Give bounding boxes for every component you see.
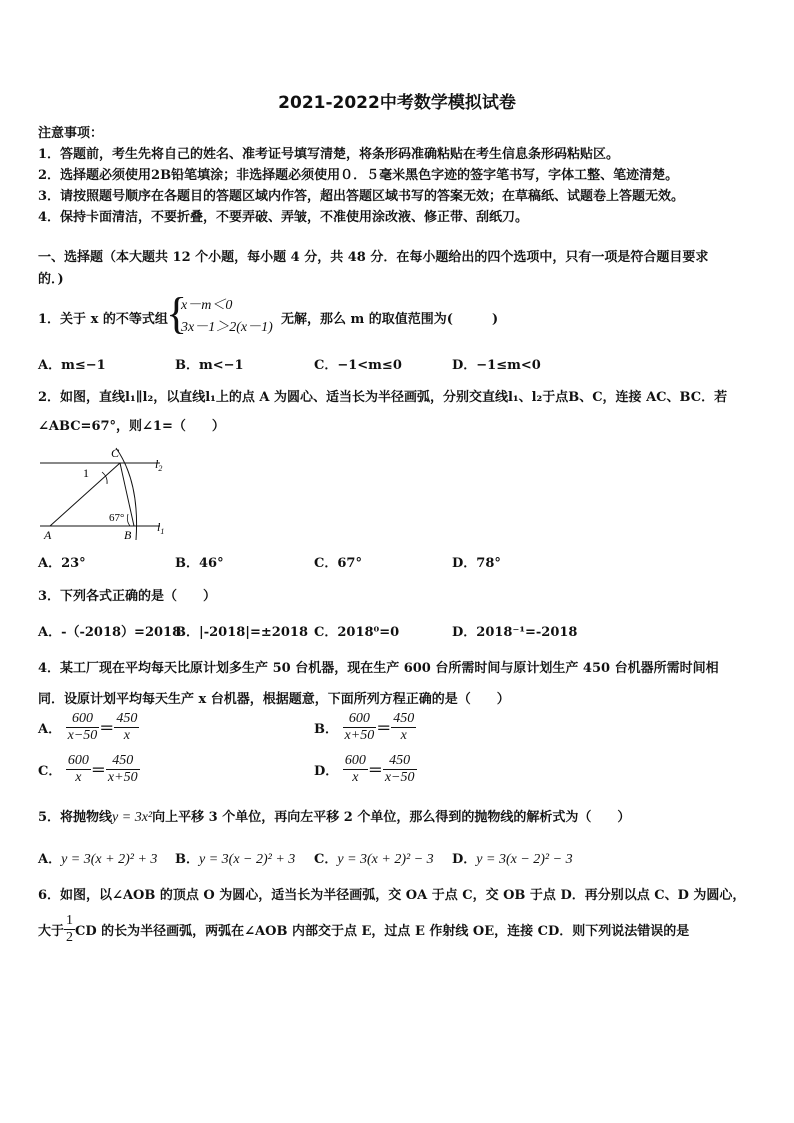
label-b: B (124, 528, 132, 542)
q1-option-a: A．m≤−1 (38, 358, 106, 373)
q2-stem-line2: ∠ABC=67°，则∠1=（ ） (38, 419, 225, 434)
q4-stem-line1: 4．某工厂现在平均每天比原计划多生产 50 台机器，现在生产 600 台所需时间与原计划生产 450 台机器所需时间相 (38, 661, 719, 676)
q6-stem-line2: 大于 $\frac{1}{2}$ CD 的长为半径画弧，两弧在∠AOB 内部交于点 E，过点 E 作射线 OE，连接 CD．则下列说法错误的是 (38, 913, 690, 945)
note-item: 2．选择题必须使用2B铅笔填涂；非选择题必须使用０．５毫米黑色字迹的签字笔书写，字体工整、笔迹清楚。 (38, 168, 679, 183)
label-c: C (111, 446, 120, 460)
q3-option-b: B．|-2018|=±2018 (175, 625, 308, 640)
page-title: 2021-2022中考数学模拟试卷 (278, 93, 516, 113)
q2-figure (36, 444, 176, 544)
q2-stem-line1: 2．如图，直线l₁∥l₂，以直线l₁上的点 A 为圆心、适当长为半径画弧，分别交直线l₁、l₂于点B、C，连接 AC、BC．若 (38, 390, 728, 405)
q5-option-a: A．y = 3(x + 2)² + 3 (38, 852, 158, 867)
q4-option-b: B． $\frac{600}{x+50}$ ＝ $\frac{450}{x}$ (314, 711, 415, 743)
label-angle-67: 67° (109, 512, 125, 524)
q3-option-d: D．2018⁻¹=-2018 (452, 625, 578, 640)
note-item: 1．答题前，考生先将自己的姓名、准考证号填写清楚，将条形码准确粘贴在考生信息条形码粘贴区。 (38, 147, 620, 162)
system-brace: { (166, 289, 188, 338)
q1-system-line2: 3x－1＞2(x－1) (181, 320, 273, 335)
q5-stem: 5．将抛物线y = 3x²向上平移 3 个单位，再向左平移 2 个单位，那么得到的抛物线的解析式为（ ） (38, 810, 631, 825)
q3-option-a: A．-（-2018）=2018 (38, 625, 182, 640)
q5-option-d: D．y = 3(x − 2)² − 3 (452, 852, 573, 867)
q1-option-b: B．m<−1 (175, 358, 244, 373)
q4-stem-line2: 同．设原计划平均每天生产 x 台机器，根据题意，下面所列方程正确的是（ ） (38, 692, 510, 707)
q2-option-a: A．23° (38, 556, 86, 571)
section-heading: 一、选择题（本大题共 12 个小题，每小题 4 分，共 48 分．在每小题给出的四个选项中，只有一项是符合题目要求 (38, 250, 709, 265)
q5-parabola: y = 3x² (112, 810, 153, 825)
note-item: 4．保持卡面清洁，不要折叠，不要弄破、弄皱，不准使用涂改液、修正带、刮纸刀。 (38, 210, 529, 225)
q4-option-c: C． $\frac{600}{x}$ ＝ $\frac{450}{x+50}$ (38, 753, 138, 785)
q2-option-b: B．46° (175, 556, 224, 571)
q3-option-c: C．2018⁰=0 (314, 625, 400, 640)
q5-option-c: C．y = 3(x + 2)² − 3 (314, 852, 434, 867)
label-a: A (44, 528, 52, 542)
q1-prefix: 1．关于 x 的不等式组 (38, 312, 168, 327)
q1-option-d: D．−1≤m<0 (452, 358, 541, 373)
q6-stem-line1: 6．如图，以∠AOB 的顶点 O 为圆心，适当长为半径画弧，交 OA 于点 C，交 OB 于点 D．再分别以点 C、D 为圆心， (38, 888, 746, 903)
q1-system-line1: x－m＜0 (181, 298, 233, 313)
q2-option-d: D．78° (452, 556, 501, 571)
q3-stem: 3．下列各式正确的是（ ） (38, 589, 217, 604)
note-item: 3．请按照题号顺序在各题目的答题区域内作答，超出答题区域书写的答案无效；在草稿纸、试题卷上答题无效。 (38, 189, 685, 204)
angle-67-mark (127, 514, 130, 526)
q4-option-d: D． $\frac{600}{x}$ ＝ $\frac{450}{x-50}$ (314, 753, 415, 785)
notes-heading: 注意事项： (38, 126, 104, 141)
label-l2: $l_2$ (155, 457, 163, 473)
q4-option-a: A． $\frac{600}{x-50}$ ＝ $\frac{450}{x}$ (38, 711, 138, 743)
q1-option-c: C．−1<m≤0 (314, 358, 402, 373)
q2-option-c: C．67° (314, 556, 362, 571)
section-heading-cont: 的．) (38, 272, 64, 287)
q1-suffix: 无解，那么 m 的取值范围为( ) (281, 312, 499, 327)
q5-option-b: B．y = 3(x − 2)² + 3 (175, 852, 296, 867)
label-angle-1: 1 (83, 466, 89, 480)
label-l1: $l_1$ (157, 520, 165, 536)
